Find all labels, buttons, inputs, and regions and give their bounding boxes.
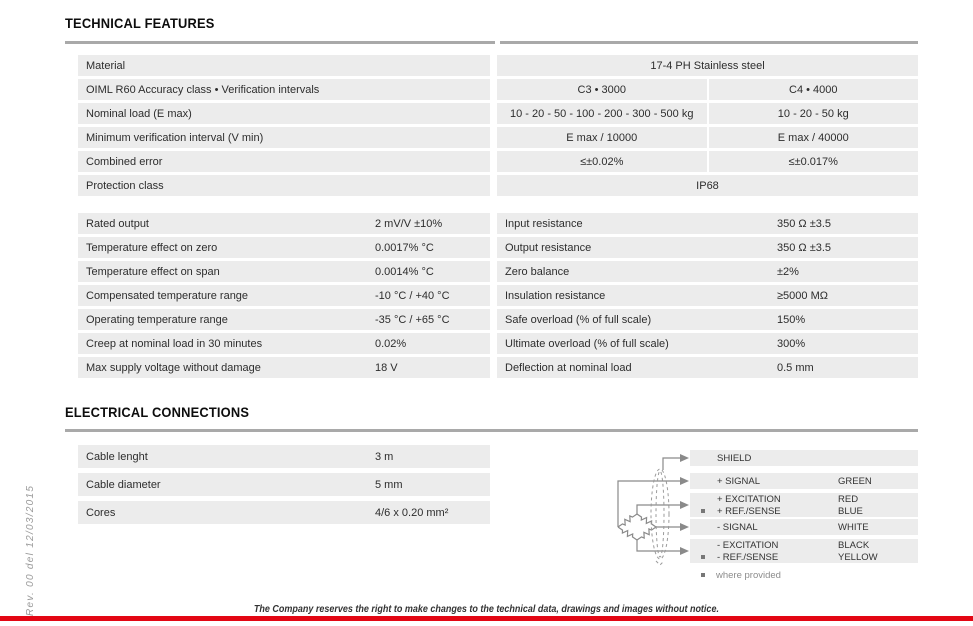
cable-label: Cable lenght <box>86 450 148 463</box>
param-label: Creep at nominal load in 30 minutes <box>86 337 263 350</box>
wire-arrow <box>680 501 689 509</box>
param-row <box>497 237 918 258</box>
spec-label: Combined error <box>78 151 490 172</box>
param-value: 350 Ω ±3.5 <box>777 241 832 254</box>
param-label: Rated output <box>86 217 149 230</box>
param-value: 0.0014% °C <box>375 265 434 278</box>
bridge-resistor <box>618 527 637 540</box>
spec-value-c3: C3 • 3000 <box>497 79 707 100</box>
cable-value: 5 mm <box>375 478 403 491</box>
wire-color: WHITE <box>838 521 869 533</box>
wire-label: + EXCITATION <box>717 493 781 505</box>
param-value: 300% <box>777 337 806 350</box>
param-label: Max supply voltage without damage <box>86 361 261 374</box>
bridge-resistor <box>637 527 656 540</box>
cable-value: 4/6 x 0.20 mm² <box>375 506 449 519</box>
param-row <box>497 333 918 354</box>
cable-end-chevron <box>656 561 664 565</box>
cable-shield-ellipse-inner <box>656 471 664 557</box>
cable-table <box>78 445 490 529</box>
parameter-table <box>78 213 918 381</box>
spec-label: Material <box>78 55 490 76</box>
wire-label: - REF./SENSE <box>717 551 779 563</box>
parameter-column-left <box>78 213 490 381</box>
spec-value: E max / 10000 <box>497 127 707 148</box>
footer-text: The Company reserves the right to make changes to the technical data, drawings and images without notice. <box>253 604 720 615</box>
wire-label: - SIGNAL <box>717 521 758 533</box>
param-row <box>497 285 918 306</box>
minus-excitation-wire <box>637 540 680 551</box>
param-label: Output resistance <box>505 241 592 254</box>
wiring-row-minus-excitation <box>690 539 918 563</box>
param-value: 0.0017% °C <box>375 241 434 254</box>
param-row <box>497 213 918 234</box>
param-label: Operating temperature range <box>86 313 228 326</box>
spec-value: IP68 <box>497 175 918 196</box>
param-label: Input resistance <box>505 217 583 230</box>
wire-color: BLACK <box>838 539 870 551</box>
wiring-row-plus-signal <box>690 473 918 489</box>
spec-label: Minimum verification interval (V min) <box>78 127 490 148</box>
spec-row-combined-error <box>78 151 918 172</box>
rule-segment-left <box>65 41 495 44</box>
bridge-resistor <box>618 514 637 527</box>
spec-value-c4: C4 • 4000 <box>709 79 919 100</box>
revision-note: Rev. 00 del 12/03/2015 <box>25 484 36 616</box>
param-row <box>497 261 918 282</box>
wire-label: + REF./SENSE <box>717 505 781 517</box>
rule-segment-right <box>500 41 918 44</box>
param-row <box>78 213 490 234</box>
bridge-circuit-icon <box>600 440 700 570</box>
spec-value: ≤±0.02% <box>497 151 707 172</box>
cable-row <box>78 501 490 524</box>
wiring-diagram <box>600 440 930 595</box>
wire-color: GREEN <box>838 475 872 487</box>
param-row <box>497 357 918 378</box>
wire-color: RED <box>838 493 859 505</box>
spec-value: 10 - 20 - 50 - 100 - 200 - 300 - 500 kg <box>497 103 707 124</box>
spec-row-verification-interval <box>78 127 918 148</box>
param-value: ±2% <box>777 265 799 278</box>
param-label: Zero balance <box>505 265 570 278</box>
wire-label: SHIELD <box>717 452 752 464</box>
spec-value: ≤±0.017% <box>709 151 919 172</box>
param-value: -10 °C / +40 °C <box>375 289 450 302</box>
where-provided-marker-icon <box>701 555 705 559</box>
param-value: 0.5 mm <box>777 361 814 374</box>
param-label: Compensated temperature range <box>86 289 249 302</box>
param-row <box>78 333 490 354</box>
cable-label: Cores <box>86 506 116 519</box>
spec-label: Protection class <box>78 175 490 196</box>
cable-row <box>78 445 490 468</box>
bridge-resistor <box>637 514 656 527</box>
cable-label: Cable diameter <box>86 478 161 491</box>
wire-color: YELLOW <box>838 551 878 563</box>
spec-value: 17-4 PH Stainless steel <box>497 55 918 76</box>
wiring-legend <box>690 569 781 581</box>
spec-row-accuracy <box>78 79 918 100</box>
spec-value: 10 - 20 - 50 kg <box>709 103 919 124</box>
wire-label: - EXCITATION <box>717 539 779 551</box>
cable-shield-ellipse-outer <box>651 469 669 559</box>
wiring-row-shield <box>690 450 918 466</box>
spec-value: E max / 40000 <box>709 127 919 148</box>
where-provided-marker-icon <box>701 509 705 513</box>
cable-value: 3 m <box>375 450 394 463</box>
electrical-connections-rule <box>65 429 918 432</box>
wiring-row-plus-excitation <box>690 493 918 517</box>
bottom-accent-bar <box>0 616 973 621</box>
param-row <box>497 309 918 330</box>
param-label: Safe overload (% of full scale) <box>505 313 652 326</box>
wiring-row-minus-signal <box>690 519 918 535</box>
param-value: 0.02% <box>375 337 407 350</box>
wire-label: + SIGNAL <box>717 475 761 487</box>
wire-arrow <box>680 523 689 531</box>
param-label: Temperature effect on span <box>86 265 220 278</box>
param-label: Insulation resistance <box>505 289 606 302</box>
param-row <box>78 237 490 258</box>
param-value: 150% <box>777 313 806 326</box>
legend-text: where provided <box>716 569 781 581</box>
wire-arrow <box>680 547 689 555</box>
param-row <box>78 261 490 282</box>
param-label: Temperature effect on zero <box>86 241 218 254</box>
shield-wire <box>663 458 680 470</box>
param-label: Deflection at nominal load <box>505 361 632 374</box>
param-label: Ultimate overload (% of full scale) <box>505 337 669 350</box>
spec-row-nominal-load <box>78 103 918 124</box>
spec-row-material <box>78 55 918 76</box>
technical-features-title: TECHNICAL FEATURES <box>65 15 215 31</box>
where-provided-marker-icon <box>701 573 705 577</box>
wire-arrow <box>680 477 689 485</box>
technical-features-rule <box>65 41 918 44</box>
param-value: 18 V <box>375 361 398 374</box>
wire-color: BLUE <box>838 505 863 517</box>
wire-arrow <box>680 454 689 462</box>
param-row <box>78 357 490 378</box>
param-value: 2 mV/V ±10% <box>375 217 443 230</box>
spec-table <box>78 55 918 199</box>
footer-disclaimer <box>0 599 973 617</box>
plus-excitation-wire <box>637 505 680 514</box>
param-row <box>78 285 490 306</box>
parameter-column-right <box>497 213 918 381</box>
spec-label: OIML R60 Accuracy class • Verification intervals <box>78 79 490 100</box>
param-row <box>78 309 490 330</box>
spec-label: Nominal load (E max) <box>78 103 490 124</box>
spec-row-protection-class <box>78 175 918 196</box>
electrical-connections-title: ELECTRICAL CONNECTIONS <box>65 404 250 420</box>
param-value: ≥5000 MΩ <box>777 289 828 302</box>
param-value: 350 Ω ±3.5 <box>777 217 832 230</box>
cable-row <box>78 473 490 496</box>
param-value: -35 °C / +65 °C <box>375 313 450 326</box>
